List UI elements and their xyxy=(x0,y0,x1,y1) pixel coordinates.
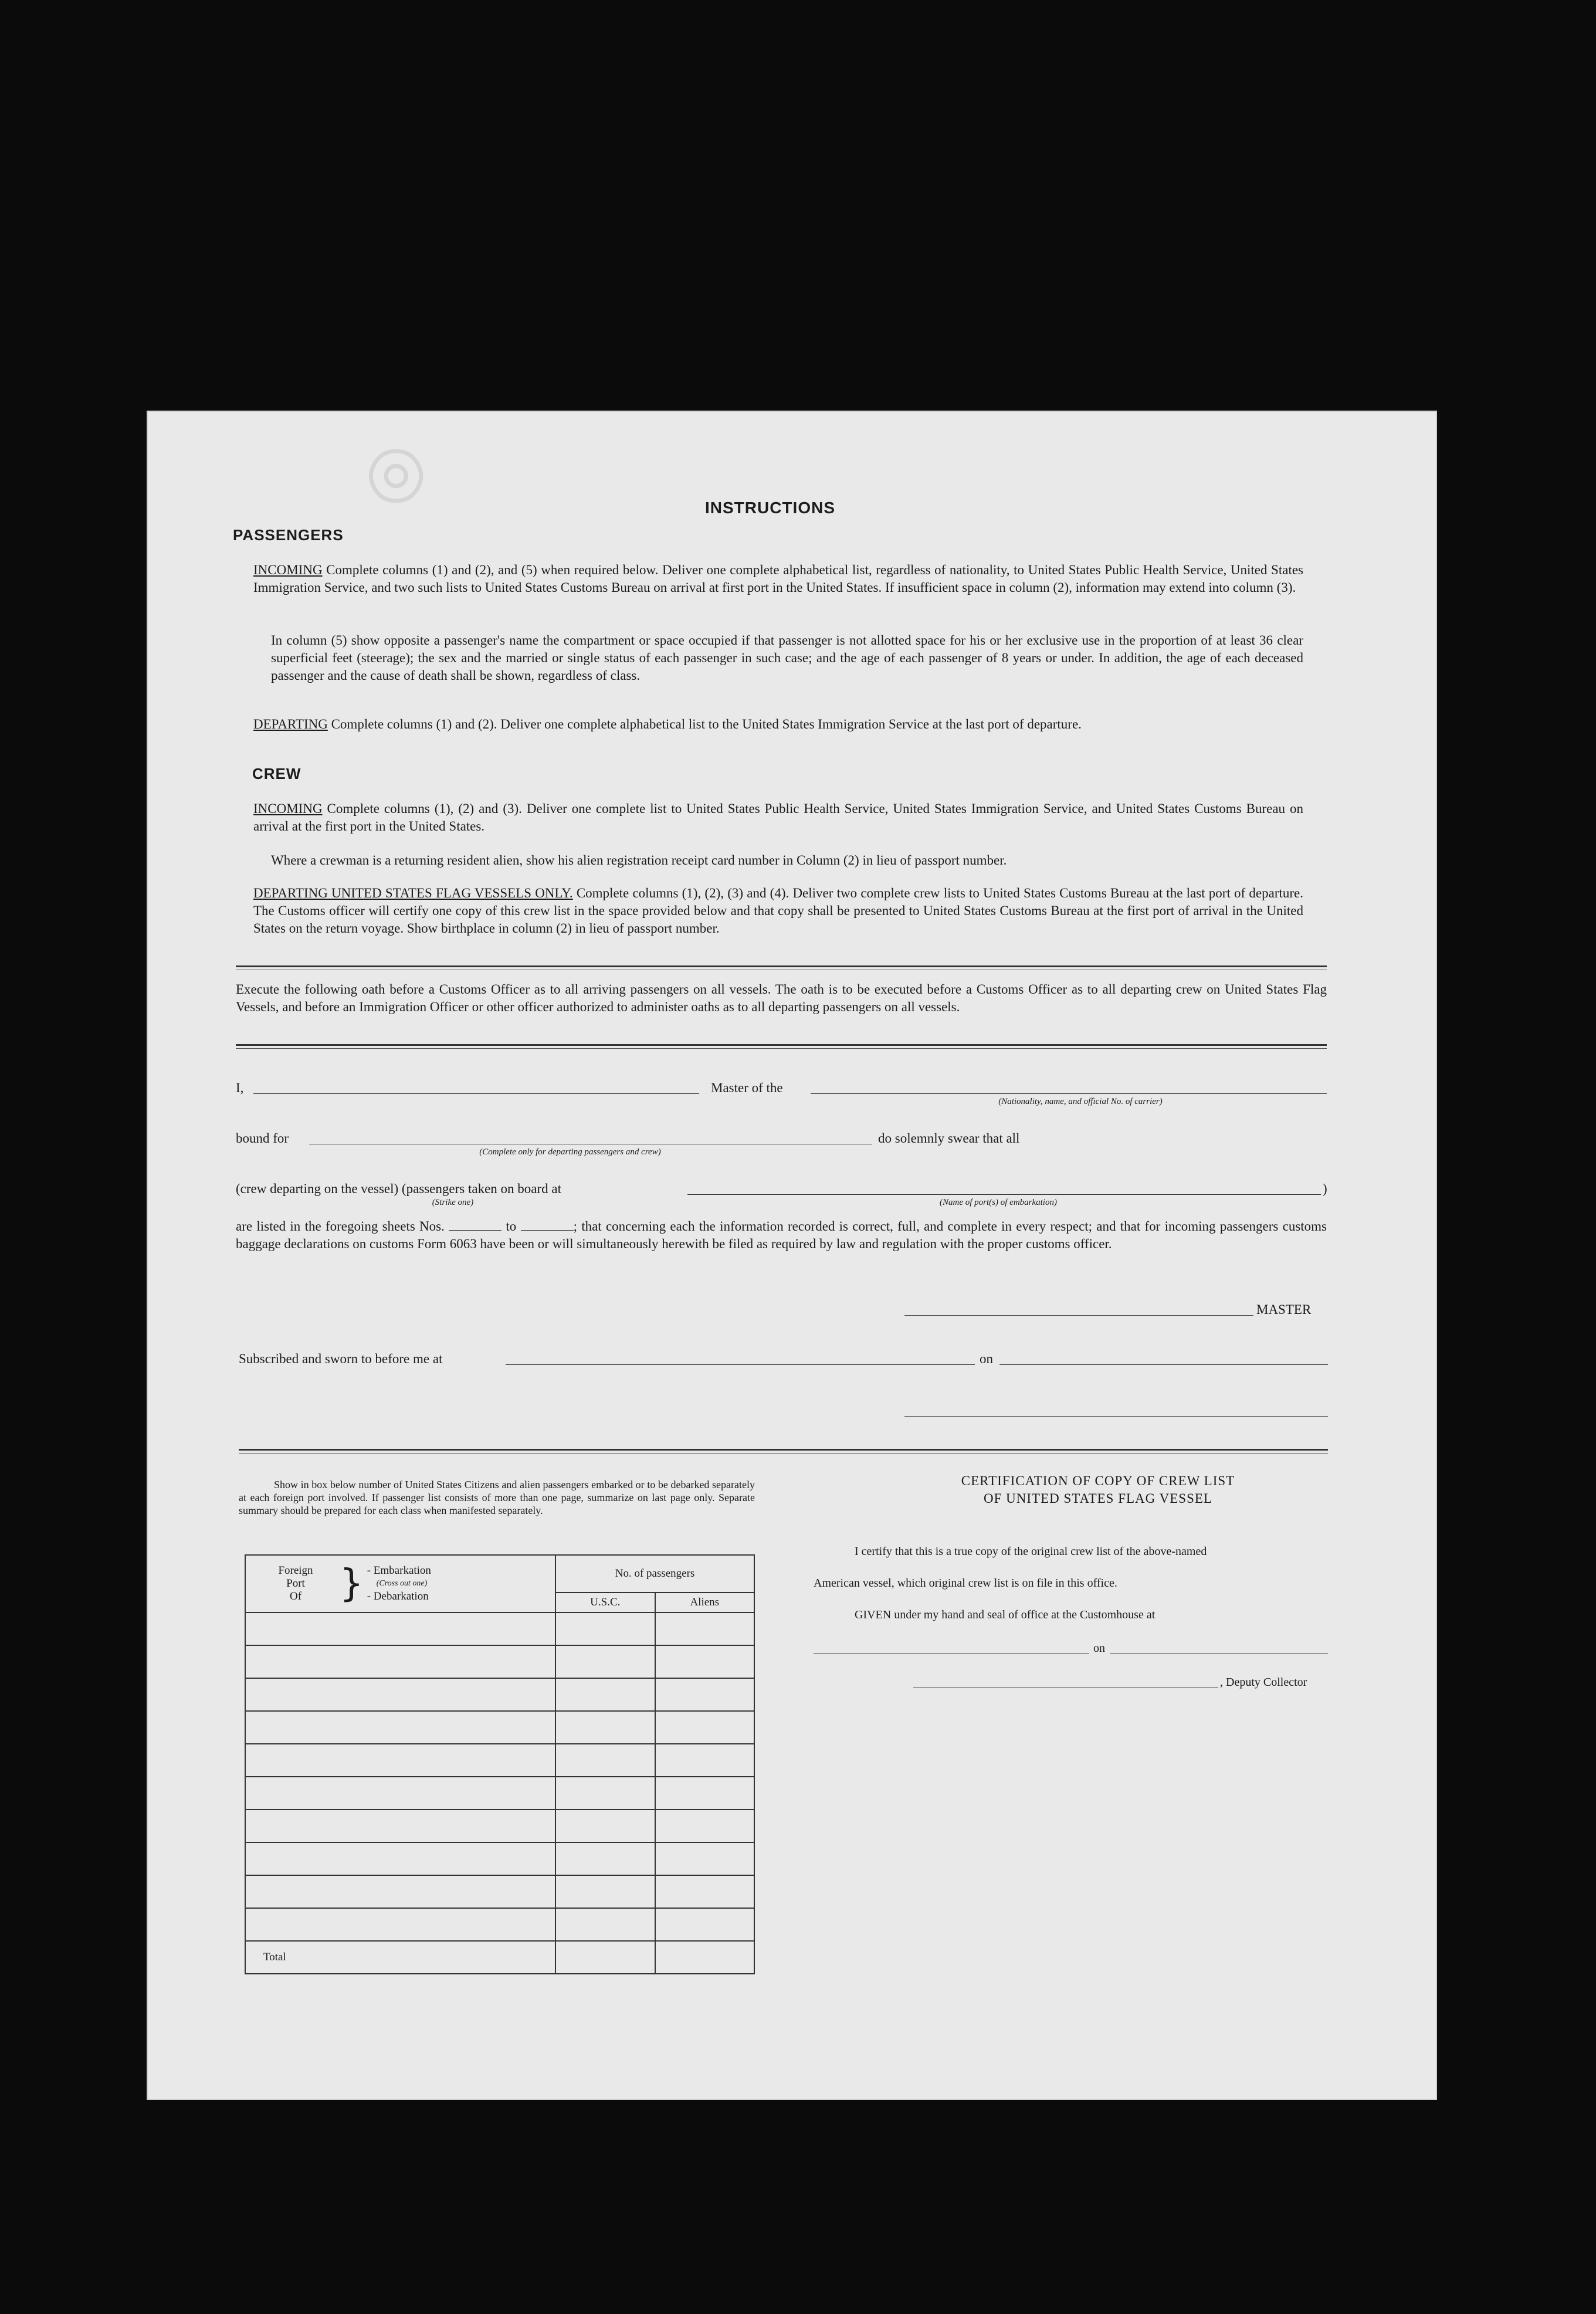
certification-title xyxy=(893,1472,1303,1507)
no-of-passengers-header: No. of passengers xyxy=(555,1555,754,1593)
crew-resident-instruction: Where a crewman is a returning resident alien, show his alien registration receipt card number in Column (2) in lieu of passport number. xyxy=(271,853,1007,868)
port-label: Port xyxy=(286,1577,305,1590)
port-cell[interactable] xyxy=(245,1908,555,1941)
summary-instructions: Show in box below number of United States Citizens and alien passengers embarked or to be debarked separately at each foreign port involved. If passenger list consists of more than one page, summarize on last page only. Separate summary should be prepared for each class when manifested separately. xyxy=(239,1479,755,1516)
usc-cell[interactable] xyxy=(555,1744,655,1777)
carrier-caption: (Nationality, name, and official No. of carrier) xyxy=(998,1097,1163,1106)
aliens-cell[interactable] xyxy=(655,1711,754,1744)
table-row xyxy=(245,1711,754,1744)
port-cell[interactable] xyxy=(245,1612,555,1645)
form-page xyxy=(147,411,1437,2100)
crew-incoming-label: INCOMING xyxy=(253,801,323,816)
crew-departing-text: Complete columns (1), (2), (3) and (4). Deliver two complete crew lists to United States Customs Bureau at the last port of departure. The Customs officer will certify one copy of this crew list in the space provided below and that copy shall be presented to United States Customs Bureau at the first port of arrival in the United States on the return voyage. Show birthplace in column (2) in lieu of passport number. xyxy=(253,886,1304,936)
oath-body-text: ; that concerning each the information recorded is correct, full, and complete in every respect; and that for incoming passengers customs baggage declarations on customs Form 6063 have been or will simultaneously herewith be filed as required by law and regulation with the proper customs officer. xyxy=(236,1219,1327,1251)
passengers-incoming-instruction xyxy=(253,561,1303,597)
port-cell[interactable] xyxy=(245,1645,555,1678)
table-row xyxy=(245,1777,754,1810)
aliens-header: Aliens xyxy=(655,1593,754,1612)
table-row xyxy=(245,1875,754,1908)
deputy-collector-label: , Deputy Collector xyxy=(1220,1676,1307,1689)
usc-cell[interactable] xyxy=(555,1875,655,1908)
cert-on-label: on xyxy=(1093,1642,1105,1655)
total-usc-cell[interactable] xyxy=(555,1941,655,1974)
embarkation-option: - Embarkation xyxy=(367,1564,431,1577)
subscribed-date-field[interactable] xyxy=(999,1364,1328,1365)
usc-cell[interactable] xyxy=(555,1711,655,1744)
crew-incoming-text: Complete columns (1), (2) and (3). Deliver one complete list to United States Public Health Service, United States Immigration Service, and United States Customs Bureau on arrival at the first port in the United States. xyxy=(253,801,1303,834)
divider xyxy=(236,1044,1327,1049)
master-signature-field[interactable] xyxy=(904,1315,1253,1316)
aliens-cell[interactable] xyxy=(655,1612,754,1645)
usc-header: U.S.C. xyxy=(555,1593,655,1612)
officer-signature-field[interactable] xyxy=(904,1416,1328,1417)
bleed-through-stamp: ◎ xyxy=(360,445,442,507)
incoming-text: Complete columns (1) and (2), and (5) when required below. Deliver one complete alphabetical list, regardless of nationality, to United States Public Health Service, United States Immigration Service, and two such lists to United States Customs Bureau on arrival at first port in the United States. If insufficient space in column (2), information may extend into column (3). xyxy=(253,563,1303,595)
summary-rows xyxy=(245,1612,754,1941)
usc-cell[interactable] xyxy=(555,1612,655,1645)
sheets-label: are listed in the foregoing sheets Nos. xyxy=(236,1219,445,1234)
divider xyxy=(236,965,1327,970)
bound-for-label: bound for xyxy=(236,1131,289,1146)
cross-out-caption: (Cross out one) xyxy=(376,1579,428,1588)
table-row xyxy=(245,1612,754,1645)
page-title: INSTRUCTIONS xyxy=(705,499,835,517)
sheets-to-field[interactable] xyxy=(521,1220,574,1231)
port-header-cell xyxy=(245,1555,555,1612)
passengers-departing-instruction xyxy=(253,716,1303,733)
crew-departing-label: DEPARTING UNITED STATES FLAG VESSELS ONLY. xyxy=(253,886,573,900)
subscribed-place-field[interactable] xyxy=(506,1364,975,1365)
on-label: on xyxy=(980,1351,993,1366)
to-label: to xyxy=(506,1219,517,1234)
brace-icon: } xyxy=(340,1562,364,1605)
crew-heading: CREW xyxy=(252,765,301,782)
port-cell[interactable] xyxy=(245,1810,555,1842)
port-cell[interactable] xyxy=(245,1842,555,1875)
passengers-heading: PASSENGERS xyxy=(233,526,344,544)
aliens-cell[interactable] xyxy=(655,1744,754,1777)
close-paren: ) xyxy=(1323,1181,1327,1196)
oath-listed-text xyxy=(236,1218,1327,1253)
aliens-cell[interactable] xyxy=(655,1777,754,1810)
divider xyxy=(239,1449,1328,1454)
port-cell[interactable] xyxy=(245,1678,555,1711)
port-cell[interactable] xyxy=(245,1777,555,1810)
usc-cell[interactable] xyxy=(555,1842,655,1875)
oath-i-label: I, xyxy=(236,1080,244,1095)
passenger-summary-table xyxy=(245,1554,755,1974)
embarkation-ports-field[interactable] xyxy=(687,1194,1321,1195)
departing-label: DEPARTING xyxy=(253,717,328,731)
aliens-cell[interactable] xyxy=(655,1645,754,1678)
crew-incoming-instruction xyxy=(253,800,1303,835)
strike-one-caption: (Strike one) xyxy=(432,1198,474,1207)
foreign-label: Foreign xyxy=(278,1564,313,1577)
incoming-label: INCOMING xyxy=(253,563,323,577)
column5-instruction: In column (5) show opposite a passenger's name the compartment or space occupied if that passenger is not allotted space for his or her exclusive use in the proportion of at least 36 clear superficial feet (steerage); the sex and the married or single status of each passenger in such case; and the age of each passenger of 8 years or under. In addition, the age of each deceased passenger and the cause of death shall be shown, regardless of class. xyxy=(271,633,1303,683)
crew-departing-instruction xyxy=(253,885,1303,937)
master-label: MASTER xyxy=(1256,1302,1312,1317)
usc-cell[interactable] xyxy=(555,1810,655,1842)
carrier-field[interactable] xyxy=(811,1093,1327,1094)
crew-departing-label: (crew departing on the vessel) (passengers taken on board at xyxy=(236,1181,561,1196)
certification-text-2: American vessel, which original crew list is on file in this office. xyxy=(814,1577,1117,1590)
port-cell[interactable] xyxy=(245,1711,555,1744)
certification-title-line-1: CERTIFICATION OF COPY OF CREW LIST xyxy=(961,1473,1235,1488)
total-aliens-cell[interactable] xyxy=(655,1941,754,1974)
aliens-cell[interactable] xyxy=(655,1842,754,1875)
oath-intro: Execute the following oath before a Customs Officer as to all arriving passengers on all vessels. The oath is to be executed before a Customs Officer as to all departing crew on United States Flag Vessels, and before an Immigration Officer or other officer authorized to administer oaths as to all departing passengers on all vessels. xyxy=(236,982,1327,1014)
of-label: Of xyxy=(289,1590,302,1602)
port-cell[interactable] xyxy=(245,1744,555,1777)
departing-text: Complete columns (1) and (2). Deliver one complete alphabetical list to the United States Immigration Service at the last port of departure. xyxy=(331,717,1082,731)
table-row xyxy=(245,1908,754,1941)
table-row xyxy=(245,1645,754,1678)
debarkation-option: - Debarkation xyxy=(367,1590,429,1602)
certification-given: GIVEN under my hand and seal of office at the Customhouse at xyxy=(855,1608,1156,1621)
master-name-field[interactable] xyxy=(253,1093,699,1094)
subscribed-label: Subscribed and sworn to before me at xyxy=(239,1351,443,1366)
table-row xyxy=(245,1842,754,1875)
aliens-cell[interactable] xyxy=(655,1810,754,1842)
solemnly-swear-label: do solemnly swear that all xyxy=(878,1131,1020,1146)
usc-cell[interactable] xyxy=(555,1645,655,1678)
aliens-cell[interactable] xyxy=(655,1678,754,1711)
table-row xyxy=(245,1810,754,1842)
usc-cell[interactable] xyxy=(555,1678,655,1711)
total-label: Total xyxy=(245,1941,555,1974)
bound-for-caption: (Complete only for departing passengers and crew) xyxy=(479,1147,661,1157)
sheets-from-field[interactable] xyxy=(449,1220,501,1231)
certification-text-1: I certify that this is a true copy of the original crew list of the above-named xyxy=(855,1545,1207,1558)
table-row xyxy=(245,1744,754,1777)
master-of-label: Master of the xyxy=(711,1080,783,1095)
usc-cell[interactable] xyxy=(555,1908,655,1941)
aliens-cell[interactable] xyxy=(655,1875,754,1908)
certification-title-line-2: OF UNITED STATES FLAG VESSEL xyxy=(984,1491,1212,1506)
aliens-cell[interactable] xyxy=(655,1908,754,1941)
usc-cell[interactable] xyxy=(555,1777,655,1810)
foreign-port-label xyxy=(252,1564,340,1603)
port-cell[interactable] xyxy=(245,1875,555,1908)
ports-caption: (Name of port(s) of embarkation) xyxy=(940,1198,1057,1207)
table-row xyxy=(245,1678,754,1711)
